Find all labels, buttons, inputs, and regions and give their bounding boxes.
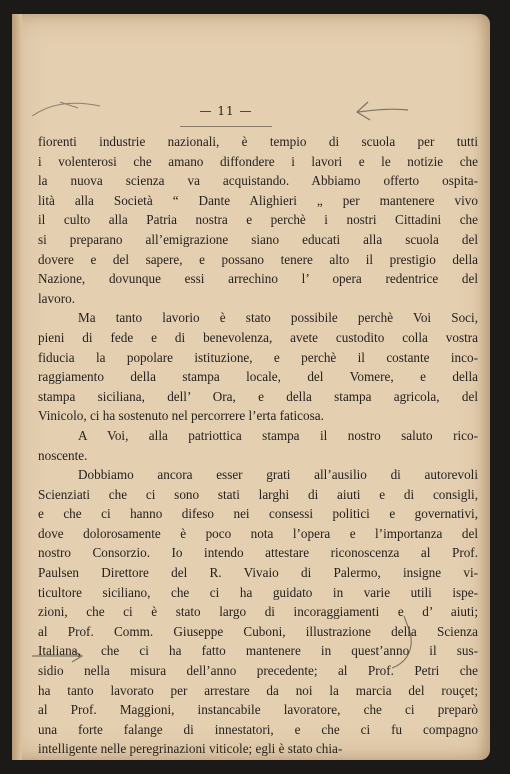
body-text [38,132,478,759]
text-line: Nazione, dovunque essi arrechino l’ opera redentrice del [38,271,478,287]
paragraph [38,308,478,426]
text-line: nostro Consorzio. Io intendo attestare riconoscenza al Prof. [38,545,478,561]
text-line: fiorenti industrie nazionali, è tempio di scuola per tutti [38,134,478,149]
text-line: lavoro. [38,290,75,306]
text-line: Vinicolo, ci ha sostenuto nel percorrere l’erta faticosa. [38,408,324,424]
book-page [12,14,490,760]
text-line: e che ci hanno difeso nei consessi politici e governativi, [38,506,478,522]
paragraph [38,132,478,308]
text-line: il culto alla Patria nostra e perchè i nostri Cittadini che [38,212,478,228]
text-line: ha tanto lavorato per arrestare da noi la marcia del rouçet; [38,682,478,698]
text-line: la nuova scienza va acquistando. Abbiamo offerto ospita- [38,173,478,189]
text-line: raggiamento della stampa locale, del Vomere, e della [38,369,478,385]
text-line: i volenterosi che amano diffondere i lavori e le notizie che [38,153,478,169]
text-line: dove dolorosamente è poco nota l’opera e l’importanza del [38,525,478,541]
page-binding-edge [12,14,22,760]
pencil-mark-top-left [30,94,110,124]
text-line: al Prof. Comm. Giuseppe Cuboni, illustrazione della Scienza [38,623,478,639]
text-line: A Voi, alla patriottica stampa il nostro saluto rico- [78,427,478,443]
paragraph [38,465,478,759]
text-line: dovere e del sapere, e possano tenere alto il prestigio della [38,251,478,267]
text-line: Italiana, che ci ha fatto mantenere in quest’anno il sus- [38,643,478,659]
text-line: si preparano all’emigrazione siano educati alla scuola del [38,231,478,247]
text-line: pieni di fede e di benevolenza, avete custodito colla vostra [38,329,478,345]
text-line: Paulsen Direttore del R. Vivaio di Palermo, insigne vi- [38,565,478,581]
text-line: lità alla Società “ Dante Alighieri „ per mantenere vivo [38,192,478,208]
text-line: Ma tanto lavorio è stato possibile perchè Voi Soci, [78,310,478,326]
pencil-arrow-top-right [352,92,412,132]
text-line: sidio nella misura dell’anno precedente; al Prof. Petri che [38,663,478,679]
text-line: una forte falange di innestatori, e che ci fu compagno [38,721,478,737]
paragraph [38,426,478,465]
text-line: stampa siciliana, dell’ Ora, e della stampa agricola, del [38,388,478,404]
text-line: intelligente nelle peregrinazioni viticole; egli è stato chia- [38,741,343,757]
text-line: zioni, che ci è stato largo di incoraggiamenti e d’ aiuti; [38,604,478,620]
text-line: fiducia la popolare istituzione, e perchè il costante inco- [38,349,478,365]
text-line: al Prof. Maggioni, instancabile lavoratore, che ci preparò [38,702,478,718]
text-line: noscente. [38,447,88,463]
text-line: ticultore siciliano, che ci ha guidato in varie utili ispe- [38,584,478,600]
page-number: — 11 — [199,104,253,118]
text-line: Dobbiamo ancora esser grati all’ausilio di autorevoli [78,467,478,483]
text-line: Scienziati che ci sono stati larghi di aiuti e di consigli, [38,486,478,502]
